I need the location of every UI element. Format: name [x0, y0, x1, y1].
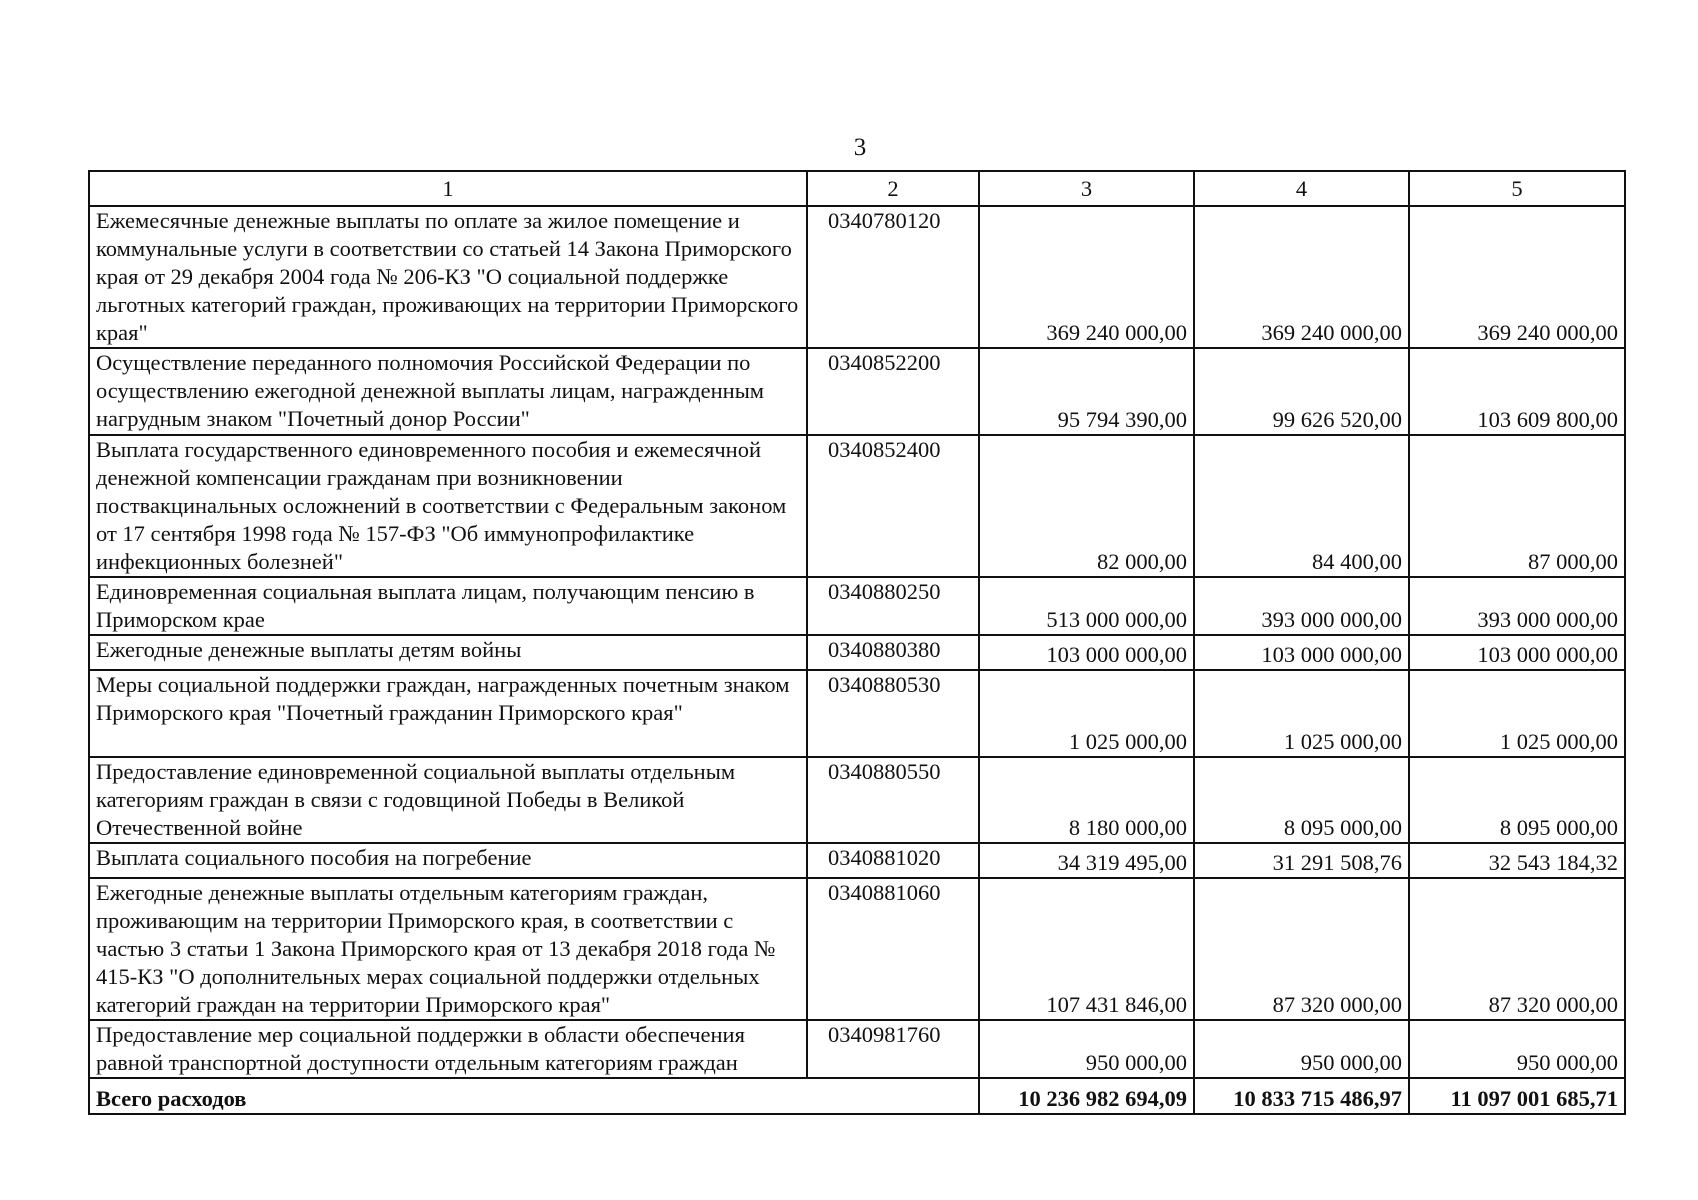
amount-col-3: 95 794 390,00 — [979, 348, 1194, 435]
amount-col-3: 107 431 846,00 — [979, 878, 1194, 1020]
amount-col-3: 1 025 000,00 — [979, 670, 1194, 757]
expense-name: Выплата социального пособия на погребение — [89, 843, 807, 878]
amount-col-5: 103 000 000,00 — [1409, 635, 1625, 670]
total-col-5: 11 097 001 685,71 — [1409, 1078, 1625, 1114]
amount-col-3: 82 000,00 — [979, 435, 1194, 577]
amount-col-4: 393 000 000,00 — [1194, 577, 1409, 635]
amount-col-3: 8 180 000,00 — [979, 757, 1194, 843]
amount-col-5: 87 320 000,00 — [1409, 878, 1625, 1020]
column-header-5: 5 — [1409, 171, 1625, 206]
expenditure-table — [88, 170, 1626, 1115]
table-row — [89, 635, 1625, 670]
expense-code: 0340881020 — [807, 843, 979, 878]
expense-name: Ежегодные денежные выплаты отдельным категориям граждан, проживающим на территории Приморского края, в соответствии с частью 3 статьи 1 Закона Приморского края от 13 декабря 2018 года № 415-КЗ "О дополнительных мерах социальной поддержки отдельных категорий граждан на территории Приморского края" — [89, 878, 807, 1020]
expense-code: 0340880530 — [807, 670, 979, 757]
amount-col-5: 103 609 800,00 — [1409, 348, 1625, 435]
expense-code: 0340880380 — [807, 635, 979, 670]
amount-col-4: 87 320 000,00 — [1194, 878, 1409, 1020]
expense-name: Единовременная социальная выплата лицам, получающим пенсию в Приморском крае — [89, 577, 807, 635]
column-header-1: 1 — [89, 171, 807, 206]
column-header-2: 2 — [807, 171, 979, 206]
amount-col-3: 103 000 000,00 — [979, 635, 1194, 670]
amount-col-5: 393 000 000,00 — [1409, 577, 1625, 635]
expense-code: 0340981760 — [807, 1020, 979, 1078]
amount-col-4: 103 000 000,00 — [1194, 635, 1409, 670]
amount-col-3: 369 240 000,00 — [979, 206, 1194, 348]
table-row — [89, 577, 1625, 635]
table-header-row — [89, 171, 1625, 206]
page-number: 3 — [853, 134, 867, 161]
expense-name: Выплата государственного единовременного пособия и ежемесячной денежной компенсации гражданам при возникновении поствакцинальных осложнений в соответствии с Федеральным законом от 17 сентября 1998 года № 157-ФЗ "Об иммунопрофилактике инфекционных болезней" — [89, 435, 807, 577]
amount-col-4: 1 025 000,00 — [1194, 670, 1409, 757]
table-row — [89, 843, 1625, 878]
amount-col-3: 34 319 495,00 — [979, 843, 1194, 878]
column-header-3: 3 — [979, 171, 1194, 206]
table-row — [89, 757, 1625, 843]
amount-col-4: 31 291 508,76 — [1194, 843, 1409, 878]
total-col-4: 10 833 715 486,97 — [1194, 1078, 1409, 1114]
expense-code: 0340881060 — [807, 878, 979, 1020]
amount-col-5: 369 240 000,00 — [1409, 206, 1625, 348]
expense-name: Предоставление единовременной социальной выплаты отдельным категориям граждан в связи с годовщиной Победы в Великой Отечественной войне — [89, 757, 807, 843]
expense-code: 0340852400 — [807, 435, 979, 577]
amount-col-5: 1 025 000,00 — [1409, 670, 1625, 757]
table-row — [89, 878, 1625, 1020]
total-col-3: 10 236 982 694,09 — [979, 1078, 1194, 1114]
table-row — [89, 670, 1625, 757]
expense-code: 0340852200 — [807, 348, 979, 435]
total-row — [89, 1078, 1625, 1114]
table-row — [89, 348, 1625, 435]
expense-name: Осуществление переданного полномочия Российской Федерации по осуществлению ежегодной денежной выплаты лицам, награжденным нагрудным знаком "Почетный донор России" — [89, 348, 807, 435]
amount-col-5: 87 000,00 — [1409, 435, 1625, 577]
expense-code: 0340880250 — [807, 577, 979, 635]
table-row — [89, 1020, 1625, 1078]
amount-col-3: 950 000,00 — [979, 1020, 1194, 1078]
expense-name: Предоставление мер социальной поддержки в области обеспечения равной транспортной доступности отдельным категориям граждан — [89, 1020, 807, 1078]
amount-col-3: 513 000 000,00 — [979, 577, 1194, 635]
table-row — [89, 206, 1625, 348]
amount-col-5: 32 543 184,32 — [1409, 843, 1625, 878]
expense-name: Ежемесячные денежные выплаты по оплате за жилое помещение и коммунальные услуги в соответствии со статьей 14 Закона Приморского края от 29 декабря 2004 года № 206-КЗ "О социальной поддержке льготных категорий граждан, проживающих на территории Приморского края" — [89, 206, 807, 348]
amount-col-5: 950 000,00 — [1409, 1020, 1625, 1078]
amount-col-4: 950 000,00 — [1194, 1020, 1409, 1078]
total-label: Всего расходов — [89, 1078, 979, 1114]
amount-col-5: 8 095 000,00 — [1409, 757, 1625, 843]
expense-name: Ежегодные денежные выплаты детям войны — [89, 635, 807, 670]
column-header-4: 4 — [1194, 171, 1409, 206]
amount-col-4: 369 240 000,00 — [1194, 206, 1409, 348]
table-row — [89, 435, 1625, 577]
expense-code: 0340880550 — [807, 757, 979, 843]
expense-code: 0340780120 — [807, 206, 979, 348]
amount-col-4: 99 626 520,00 — [1194, 348, 1409, 435]
amount-col-4: 8 095 000,00 — [1194, 757, 1409, 843]
amount-col-4: 84 400,00 — [1194, 435, 1409, 577]
expense-name: Меры социальной поддержки граждан, награжденных почетным знаком Приморского края "Почетный гражданин Приморского края" — [89, 670, 807, 757]
